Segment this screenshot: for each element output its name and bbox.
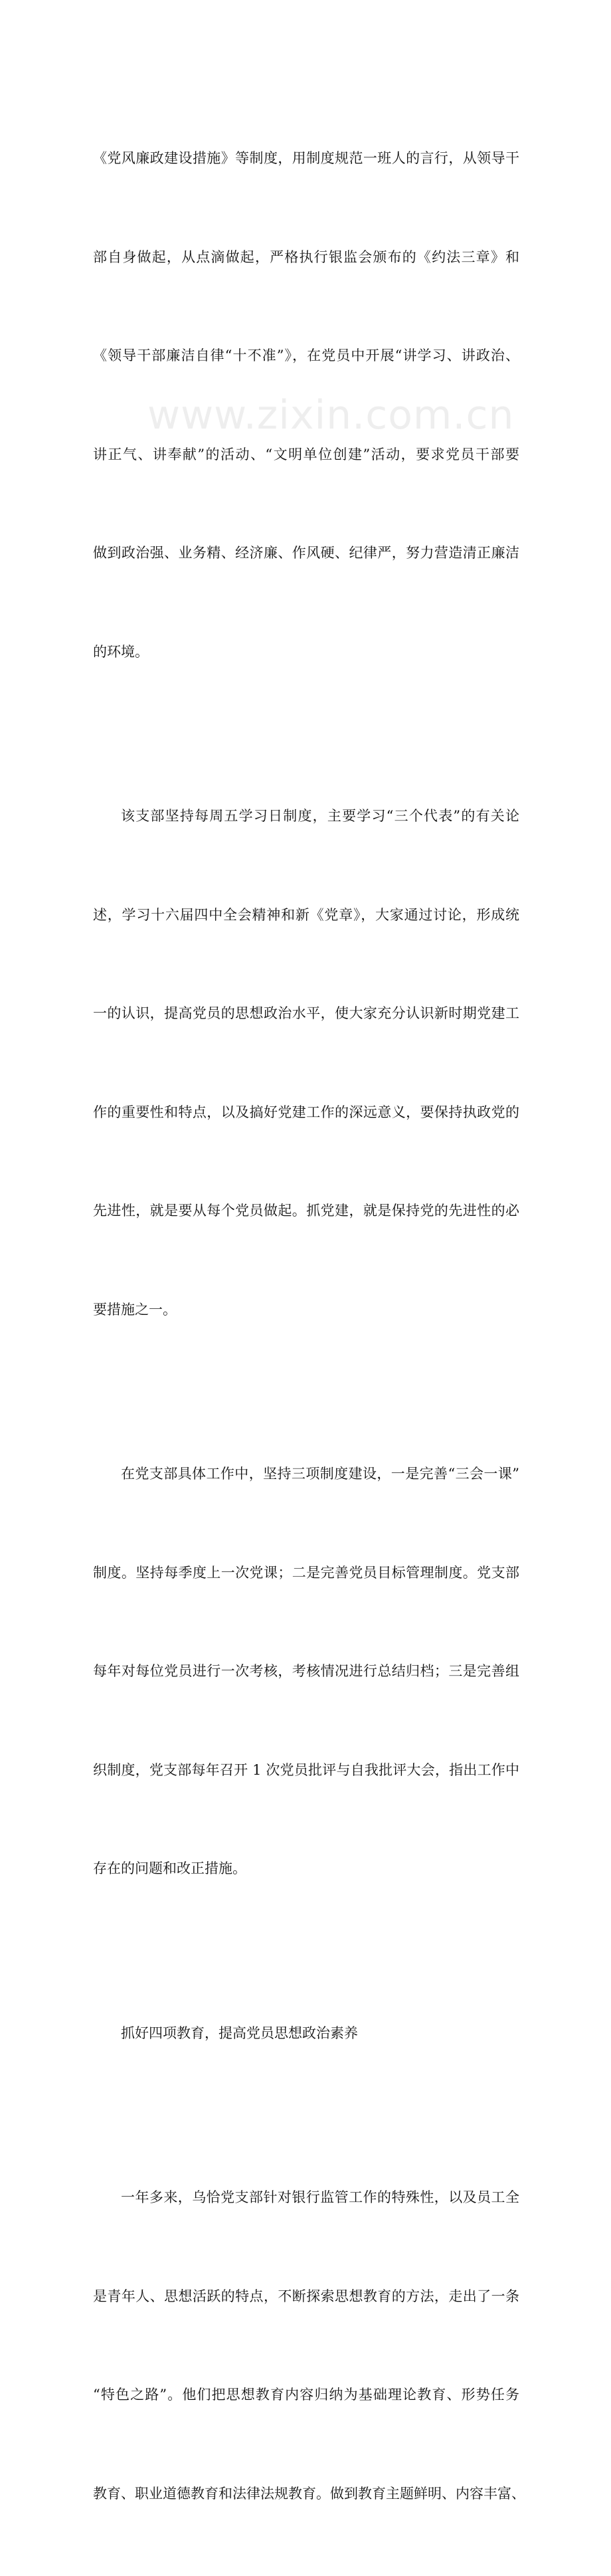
watermark: www.zixin.com.cn [147, 392, 515, 439]
text-line: 一年多来，乌恰党支部针对银行监管工作的特殊性，以及员工全 [121, 2189, 519, 2205]
text-line: 讲正气、讲奉献”的活动、“文明单位创建”活动，要求党员干部要 [93, 446, 519, 462]
paragraph [93, 1392, 519, 1951]
paragraph [93, 2116, 525, 2576]
text-line: 一的认识，提高党员的思想政治水平，使大家充分认识新时期党建工 [93, 1005, 519, 1021]
text-line: 《党风廉政建设措施》等制度，用制度规范一班人的言行，从领导干 [93, 150, 519, 166]
paragraph [93, 76, 519, 734]
text-line: 的环境。 [93, 643, 149, 660]
section-heading [93, 1951, 519, 2116]
text-line: 做到政治强、业务精、经济廉、作风硬、纪律严，努力营造清正廉洁 [93, 545, 519, 561]
heading-line: 抓好四项教育，提高党员思想政治素养 [121, 2025, 358, 2041]
text-line: 教育、职业道德教育和法律法规教育。做到教育主题鲜明、内容丰富、 [93, 2485, 525, 2502]
text-line: 是青年人、思想活跃的特点，不断探索思想教育的方法，走出了一条 [93, 2288, 519, 2304]
text-line: “特色之路”。他们把思想教育内容归纳为基础理论教育、形势任务 [93, 2387, 519, 2403]
paragraph [93, 734, 519, 1392]
text-line: 述，学习十六届四中全会精神和新《党章》，大家通过讨论，形成统 [93, 906, 519, 923]
text-line: 作的重要性和特点，以及搞好党建工作的深远意义，要保持执政党的 [93, 1104, 519, 1120]
text-line: 制度。坚持每季度上一次党课；二是完善党员目标管理制度。党支部 [93, 1564, 519, 1581]
text-line: 织制度，党支部每年召开 1 次党员批评与自我批评大会，指出工作中 [93, 1761, 519, 1778]
text-line: 先进性，就是要从每个党员做起。抓党建，就是保持党的先进性的必 [93, 1203, 519, 1219]
text-line: 部自身做起，从点滴做起，严格执行银监会颁布的《约法三章》和 [93, 248, 519, 265]
document-body [93, 76, 525, 2576]
text-line: 要措施之一。 [93, 1301, 177, 1318]
text-line: 该支部坚持每周五学习日制度，主要学习“三个代表”的有关论 [121, 808, 519, 824]
text-line: 每年对每位党员进行一次考核，考核情况进行总结归档；三是完善组 [93, 1663, 519, 1679]
text-line: 《领导干部廉洁自律“十不准”》，在党员中开展“讲学习、讲政治、 [93, 347, 519, 363]
text-line: 在党支部具体工作中，坚持三项制度建设，一是完善“三会一课” [121, 1466, 519, 1482]
text-line: 存在的问题和改正措施。 [93, 1860, 246, 1876]
